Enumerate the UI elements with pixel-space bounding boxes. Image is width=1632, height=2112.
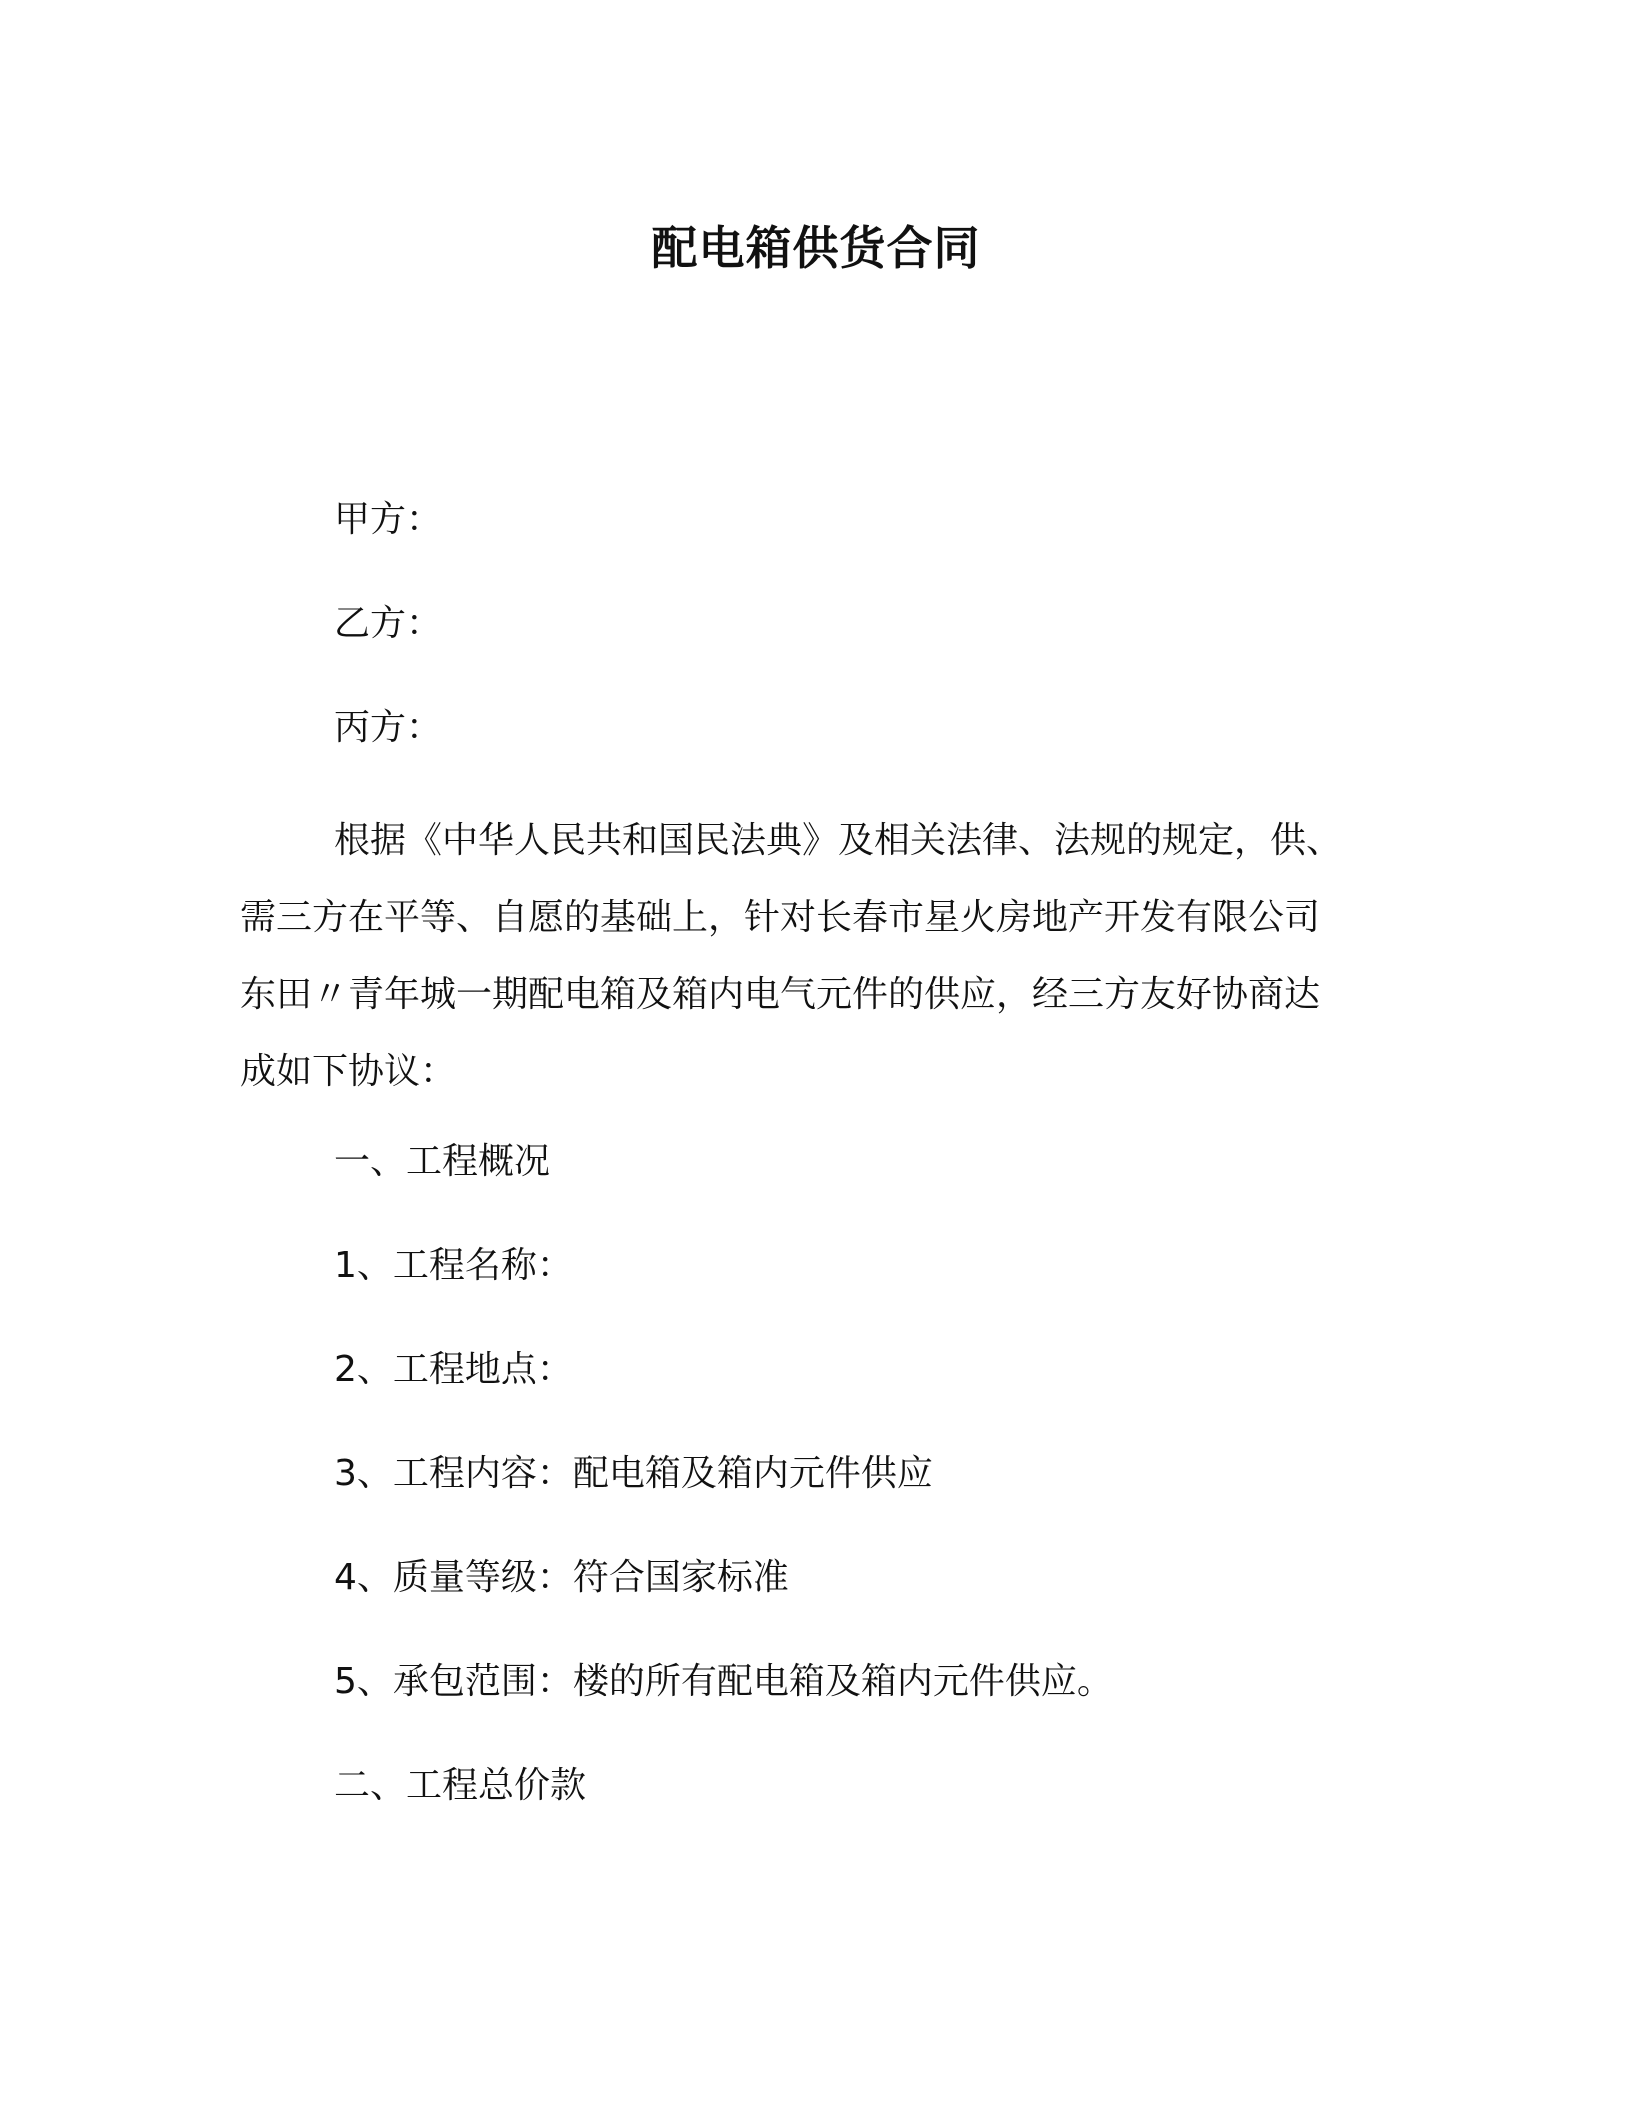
project-location-item: 2、工程地点：: [334, 1349, 573, 1390]
project-content-item: 3、工程内容：配电箱及箱内元件供应: [334, 1453, 933, 1494]
quality-grade-item: 4、质量等级：符合国家标准: [334, 1557, 789, 1598]
project-name-item: 1、工程名称：: [334, 1245, 573, 1286]
section-1-heading: 一、工程概况: [334, 1141, 551, 1182]
document-title: 配电箱供货合同: [651, 221, 981, 275]
contract-scope-item: 5、承包范围：楼的所有配电箱及箱内元件供应。: [334, 1661, 1113, 1702]
preamble-line: 需三方在平等、自愿的基础上，针对长春市星火房地产开发有限公司: [240, 897, 1321, 938]
preamble-line: 东田〃青年城一期配电箱及箱内电气元件的供应，经三方友好协商达: [240, 974, 1321, 1015]
party-b-label: 乙方：: [334, 603, 443, 644]
section-2-heading: 二、工程总价款: [334, 1765, 587, 1806]
preamble-line: 成如下协议：: [240, 1051, 457, 1092]
party-c-label: 丙方：: [334, 707, 443, 748]
preamble-line: 根据《中华人民共和国民法典》及相关法律、法规的规定，供、: [334, 820, 1343, 861]
party-a-label: 甲方：: [334, 499, 443, 540]
preamble-paragraph: [240, 802, 1360, 1110]
